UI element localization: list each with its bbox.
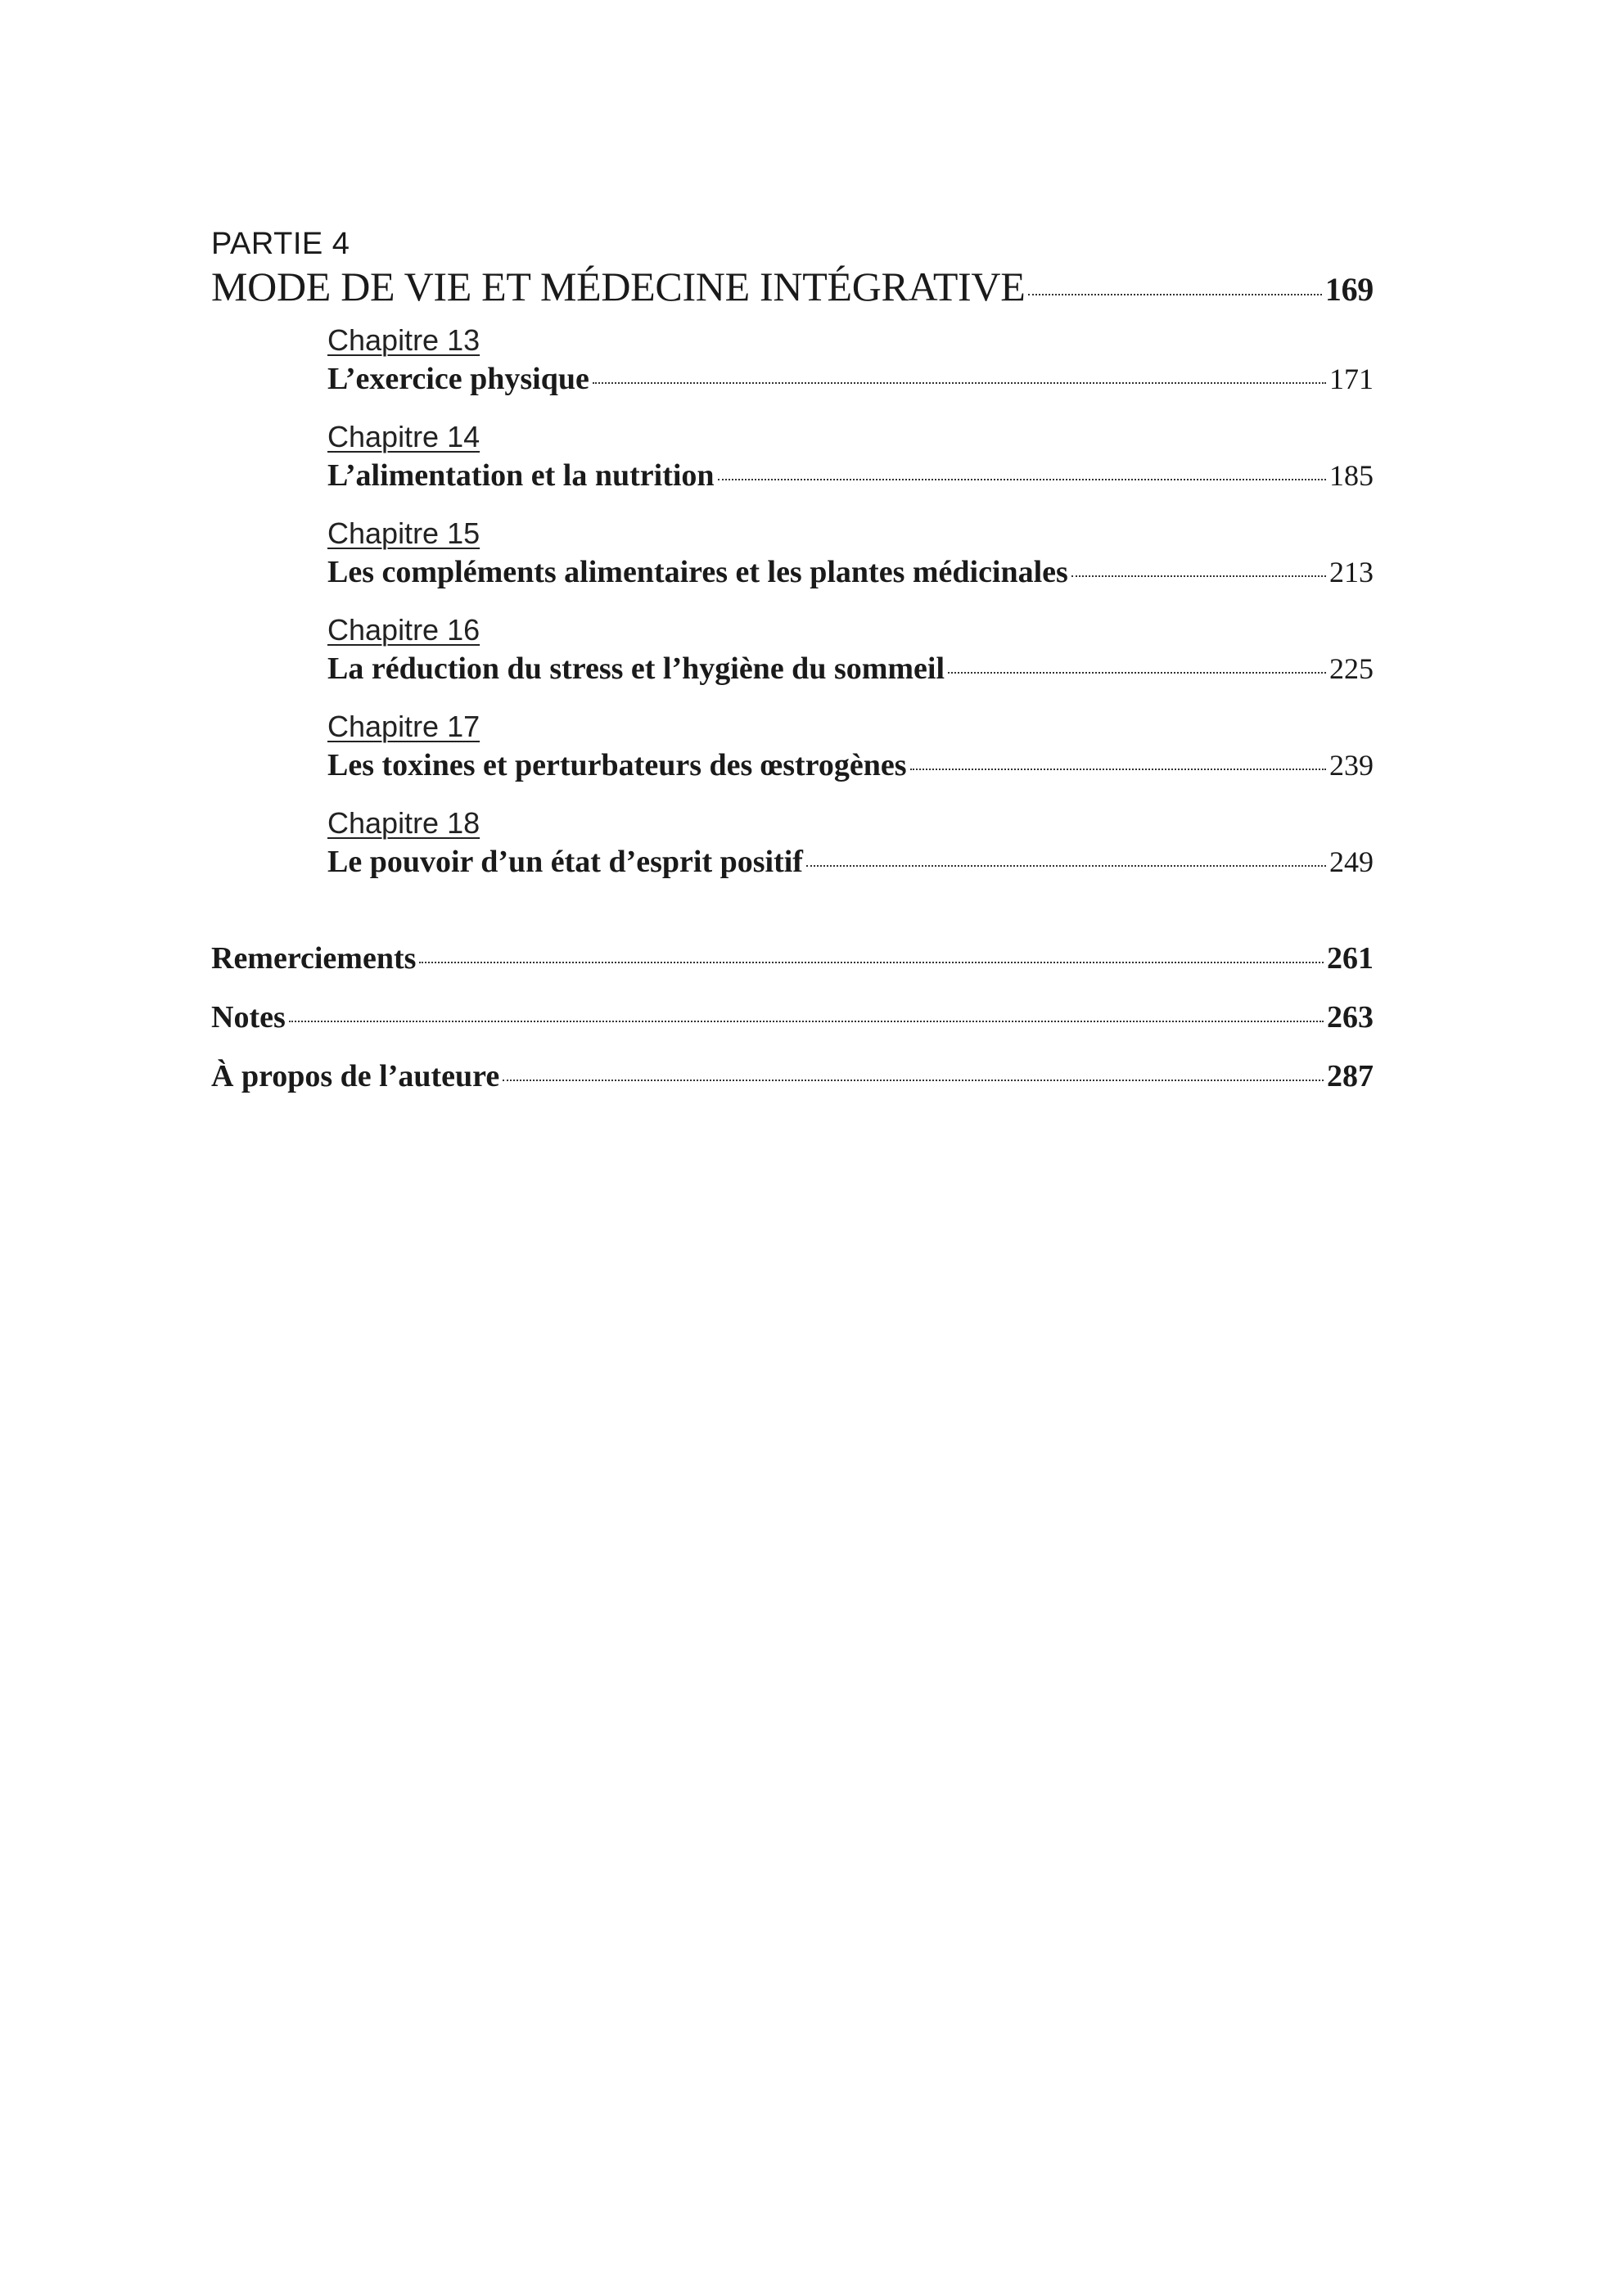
chapter-label: Chapitre 15 — [327, 516, 480, 550]
chapter-entry[interactable] — [327, 805, 1374, 882]
chapter-label: Chapitre 14 — [327, 420, 480, 453]
table-of-contents — [211, 226, 1374, 1115]
backmatter-list — [211, 938, 1374, 1097]
backmatter-entry[interactable] — [211, 1056, 1374, 1097]
dot-leader — [1071, 575, 1326, 577]
chapter-page-number: 213 — [1329, 556, 1374, 588]
chapter-entry[interactable] — [327, 516, 1374, 593]
chapter-list — [327, 322, 1374, 882]
chapter-page-number: 249 — [1329, 845, 1374, 878]
chapter-page-number: 171 — [1329, 363, 1374, 395]
backmatter-title: Remerciements — [211, 941, 417, 976]
chapter-title: L’exercice physique — [327, 362, 589, 396]
chapter-row — [327, 455, 1374, 496]
part-label: PARTIE 4 — [211, 227, 350, 261]
chapter-page-number: 185 — [1329, 459, 1374, 492]
chapter-page-number: 239 — [1329, 749, 1374, 782]
dot-leader — [718, 479, 1326, 480]
chapter-row — [327, 552, 1374, 593]
dot-leader — [806, 865, 1326, 867]
chapter-title: Le pouvoir d’un état d’esprit positif — [327, 845, 803, 879]
dot-leader — [289, 1021, 1324, 1022]
chapter-entry[interactable] — [327, 612, 1374, 689]
backmatter-entry[interactable] — [211, 938, 1374, 979]
chapter-entry[interactable] — [327, 419, 1374, 496]
backmatter-page-number: 263 — [1327, 1000, 1374, 1035]
chapter-entry[interactable] — [327, 709, 1374, 786]
chapter-label: Chapitre 16 — [327, 613, 480, 647]
dot-leader — [419, 962, 1324, 963]
chapter-entry[interactable] — [327, 322, 1374, 399]
dot-leader — [910, 769, 1327, 770]
chapter-row — [327, 841, 1374, 882]
part-entry[interactable] — [211, 262, 1374, 311]
backmatter-page-number: 287 — [1327, 1059, 1374, 1093]
chapter-title: Les compléments alimentaires et les plantes médicinales — [327, 555, 1068, 589]
chapter-page-number: 225 — [1329, 652, 1374, 685]
backmatter-title: À propos de l’auteure — [211, 1059, 500, 1093]
dot-leader — [503, 1080, 1324, 1081]
backmatter-page-number: 261 — [1327, 941, 1374, 976]
chapter-title: L’alimentation et la nutrition — [327, 458, 715, 493]
backmatter-entry[interactable] — [211, 997, 1374, 1038]
backmatter-title: Notes — [211, 1000, 286, 1035]
chapter-row — [327, 745, 1374, 786]
dot-leader — [593, 382, 1326, 384]
chapter-row — [327, 358, 1374, 399]
chapter-row — [327, 648, 1374, 689]
chapter-label: Chapitre 17 — [327, 710, 480, 743]
part-page-number: 169 — [1324, 271, 1374, 308]
chapter-title: Les toxines et perturbateurs des œstrogènes — [327, 748, 907, 782]
part-title: MODE DE VIE ET MÉDECINE INTÉGRATIVE — [211, 264, 1026, 309]
chapter-label: Chapitre 13 — [327, 323, 480, 357]
dot-leader — [948, 672, 1326, 674]
chapter-label: Chapitre 18 — [327, 806, 480, 840]
chapter-title: La réduction du stress et l’hygiène du sommeil — [327, 651, 945, 686]
dot-leader — [1028, 294, 1321, 295]
